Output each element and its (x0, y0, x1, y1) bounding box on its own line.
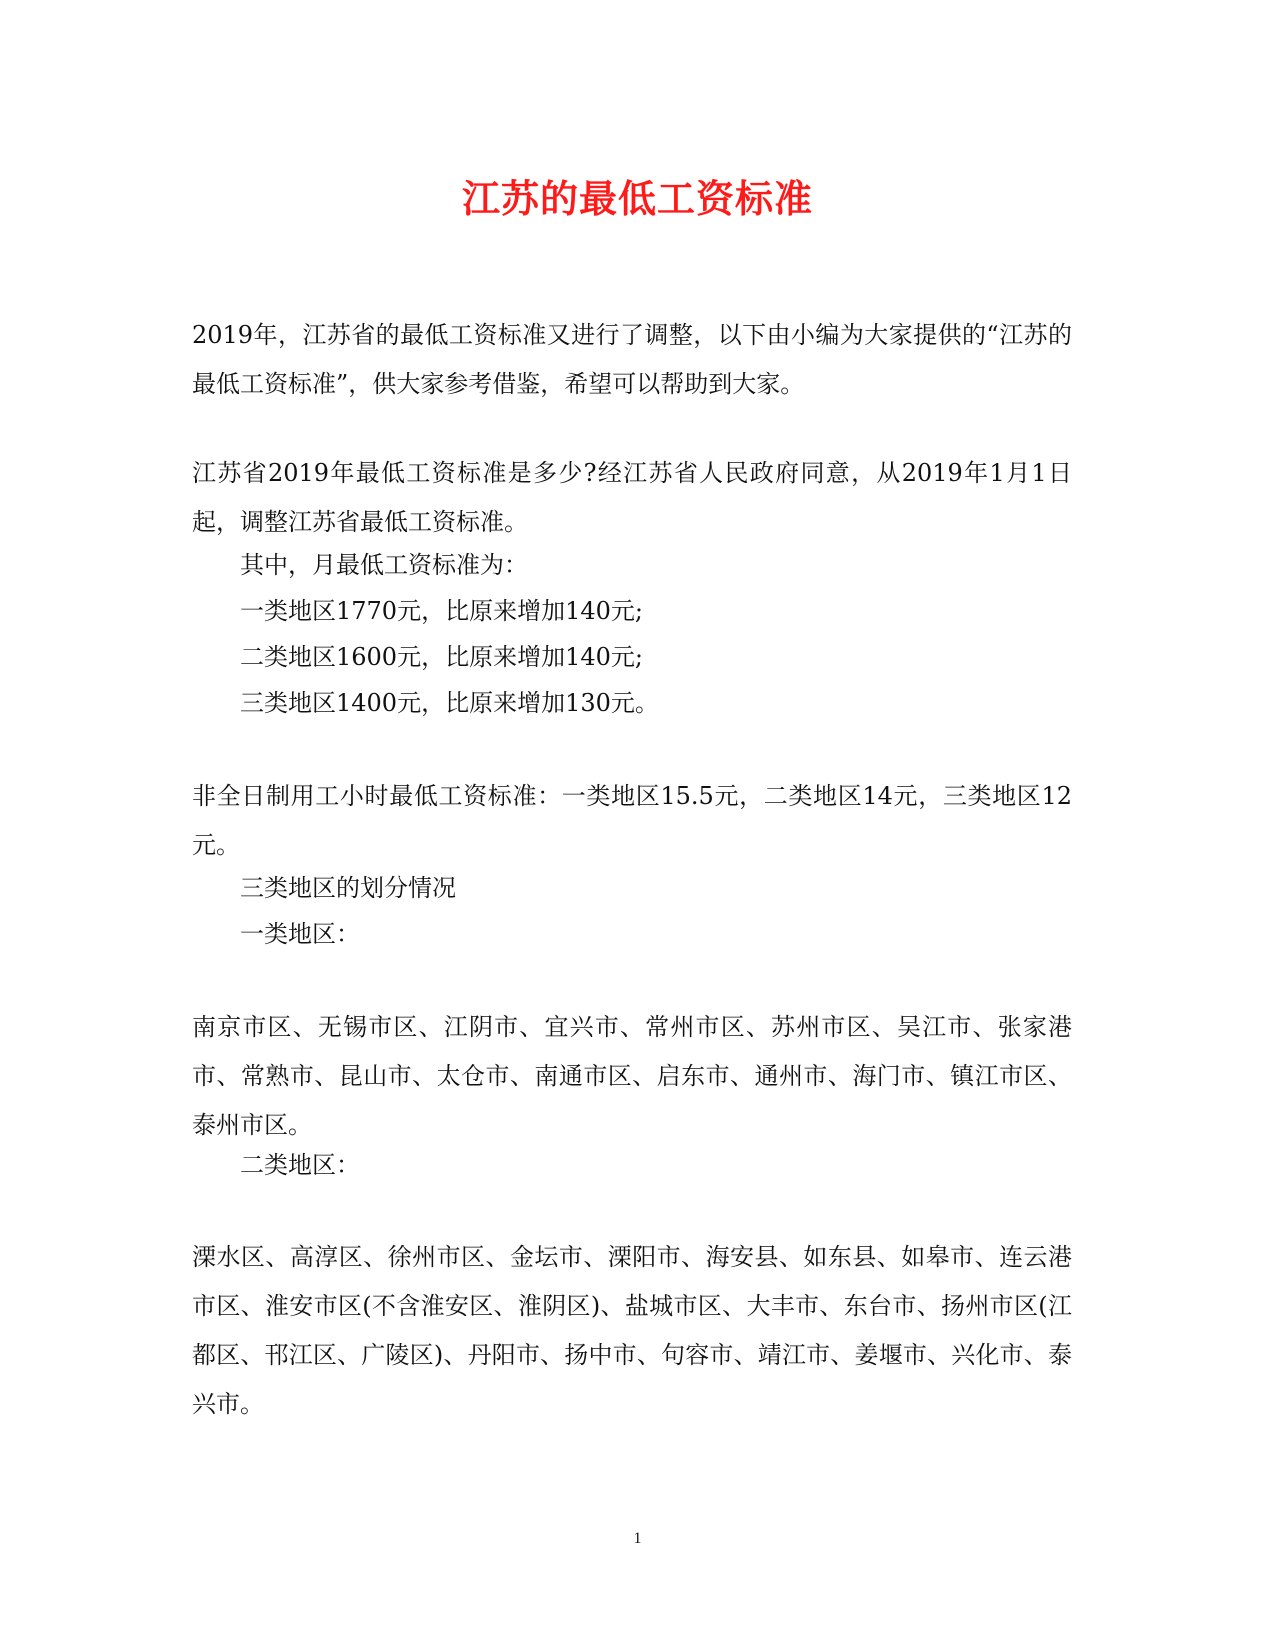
intro-paragraph: 2019年，江苏省的最低工资标准又进行了调整，以下由小编为大家提供的“江苏的最低工资标准”，供大家参考借鉴，希望可以帮助到大家。 (192, 321, 1072, 398)
page-number: 1 (633, 1530, 642, 1547)
document-title: 江苏的最低工资标准 (461, 176, 813, 221)
monthly-rate-class1: 一类地区1770元，比原来增加140元; (240, 597, 643, 625)
class2-heading: 二类地区： (240, 1151, 360, 1179)
question-paragraph: 江苏省2019年最低工资标准是多少?经江苏省人民政府同意，从2019年1月1日起，调整江苏省最低工资标准。 (192, 459, 1072, 536)
division-heading: 三类地区的划分情况 (240, 874, 456, 902)
class1-list: 南京市区、无锡市区、江阴市、宜兴市、常州市区、苏州市区、吴江市、张家港市、常熟市、昆山市、太仓市、南通市区、启东市、通州市、海门市、镇江市区、泰州市区。 (192, 1013, 1072, 1139)
monthly-heading: 其中，月最低工资标准为： (240, 551, 528, 579)
hourly-paragraph: 非全日制用工小时最低工资标准：一类地区15.5元，二类地区14元，三类地区12元。 (192, 782, 1072, 859)
class2-list: 溧水区、高淳区、徐州市区、金坛市、溧阳市、海安县、如东县、如皋市、连云港市区、淮安市区(不含淮安区、淮阴区)、盐城市区、大丰市、东台市、扬州市区(江都区、邗江区、广陵区)、丹阳市、扬中市、句容市、靖江市、姜堰市、兴化市、泰兴市。 (192, 1243, 1072, 1418)
class1-heading: 一类地区： (240, 920, 360, 948)
monthly-rate-class3: 三类地区1400元，比原来增加130元。 (240, 689, 659, 717)
monthly-rate-class2: 二类地区1600元，比原来增加140元; (240, 643, 643, 671)
